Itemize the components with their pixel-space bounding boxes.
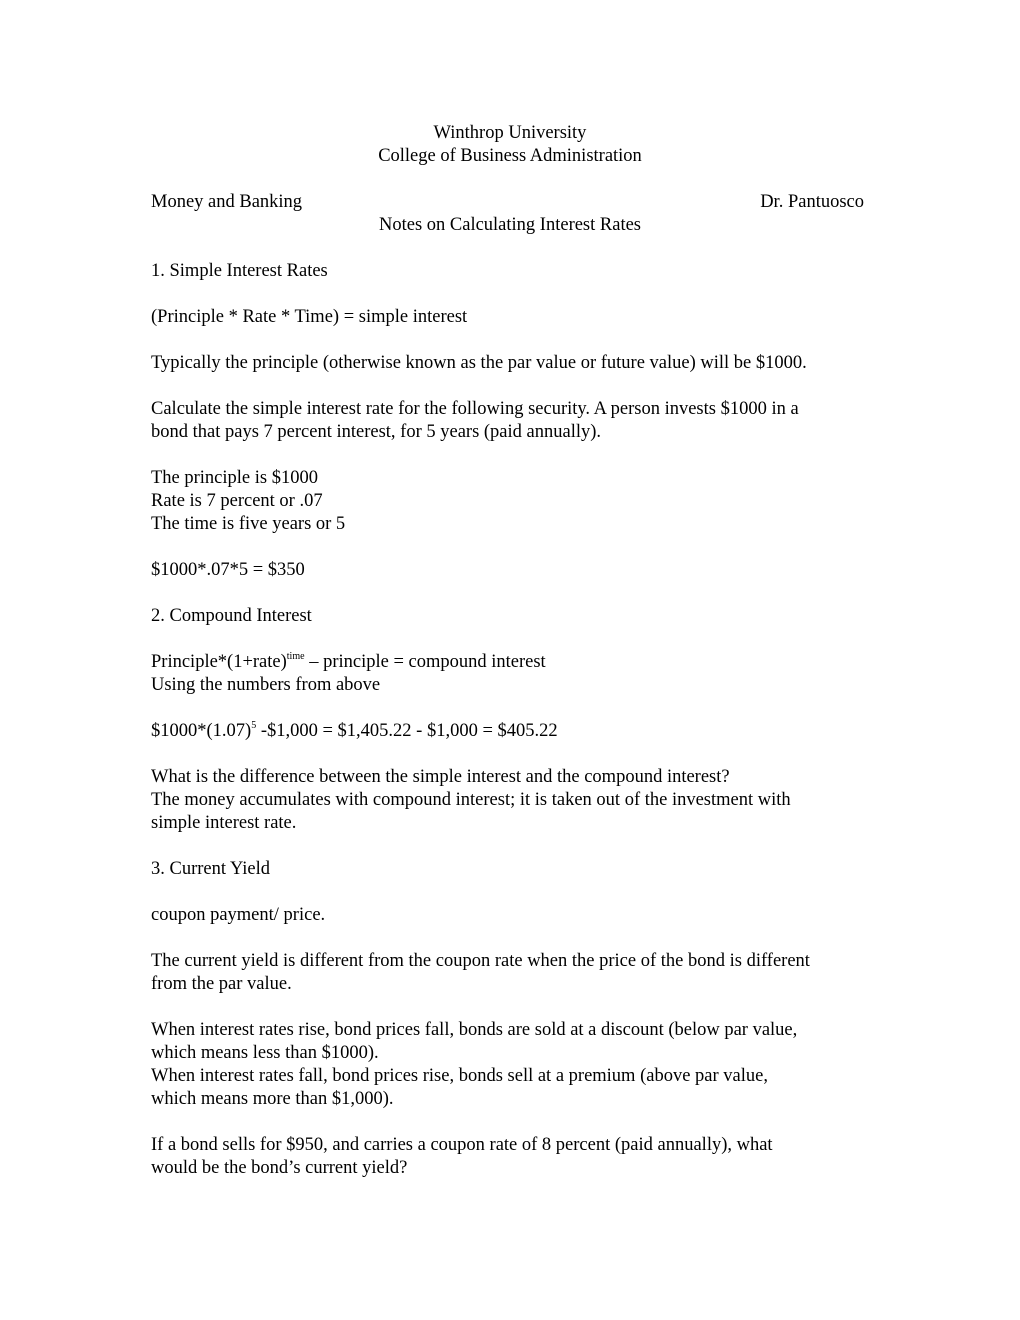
formula-rest: – principle = compound interest <box>304 652 546 672</box>
course-name: Money and Banking <box>151 192 303 212</box>
document-title: Notes on Calculating Interest Rates <box>378 215 642 235</box>
difference-question: What is the difference between the simple interest and the compound interest? <box>151 767 730 787</box>
time-value: The time is five years or 5 <box>151 514 346 534</box>
rate-value: Rate is 7 percent or .07 <box>151 491 323 511</box>
section-heading-compound-interest: 2. Compound Interest <box>151 606 312 626</box>
rates-rise-line-1: When interest rates rise, bond prices fall, bonds are sold at a discount (below par value, <box>151 1020 798 1040</box>
simple-interest-calculation: $1000*.07*5 = $350 <box>151 560 305 580</box>
yield-difference-line-1: The current yield is different from the coupon rate when the price of the bond is different <box>151 951 810 971</box>
formula-exponent: time <box>286 651 305 662</box>
current-yield-formula: coupon payment/ price. <box>151 905 326 925</box>
rates-rise-line-2: which means less than $1000). <box>151 1043 379 1063</box>
compound-interest-calculation <box>151 720 558 743</box>
yield-difference-line-2: from the par value. <box>151 974 292 994</box>
instructor-name: Dr. Pantuosco <box>760 192 864 212</box>
principle-value: The principle is $1000 <box>151 468 318 488</box>
simple-question-line-2: bond that pays 7 percent interest, for 5 years (paid annually). <box>151 422 602 442</box>
calc-rest: -$1,000 = $1,405.22 - $1,000 = $405.22 <box>256 721 558 741</box>
calc-base: $1000*(1.07) <box>151 721 252 741</box>
simple-question-line-1: Calculate the simple interest rate for the following security. A person invests $1000 in a <box>151 399 799 419</box>
simple-interest-formula: (Principle * Rate * Time) = simple interest <box>151 307 468 327</box>
bond-example-line-1: If a bond sells for $950, and carries a coupon rate of 8 percent (paid annually), what <box>151 1135 773 1155</box>
rates-fall-line-1: When interest rates fall, bond prices rise, bonds sell at a premium (above par value, <box>151 1066 768 1086</box>
difference-answer-line-1: The money accumulates with compound interest; it is taken out of the investment with <box>151 790 791 810</box>
compound-interest-formula <box>151 651 546 674</box>
typical-principle-note: Typically the principle (otherwise known as the par value or future value) will be $1000. <box>151 353 807 373</box>
section-heading-simple-interest: 1. Simple Interest Rates <box>151 261 328 281</box>
university-name: Winthrop University <box>433 123 587 143</box>
difference-answer-line-2: simple interest rate. <box>151 813 297 833</box>
calc-exponent: 5 <box>251 720 257 731</box>
college-name: College of Business Administration <box>378 146 642 166</box>
rates-fall-line-2: which means more than $1,000). <box>151 1089 394 1109</box>
using-numbers-note: Using the numbers from above <box>151 675 381 695</box>
formula-base: Principle*(1+rate) <box>151 652 287 672</box>
section-heading-current-yield: 3. Current Yield <box>151 859 271 879</box>
bond-example-line-2: would be the bond’s current yield? <box>151 1158 408 1178</box>
